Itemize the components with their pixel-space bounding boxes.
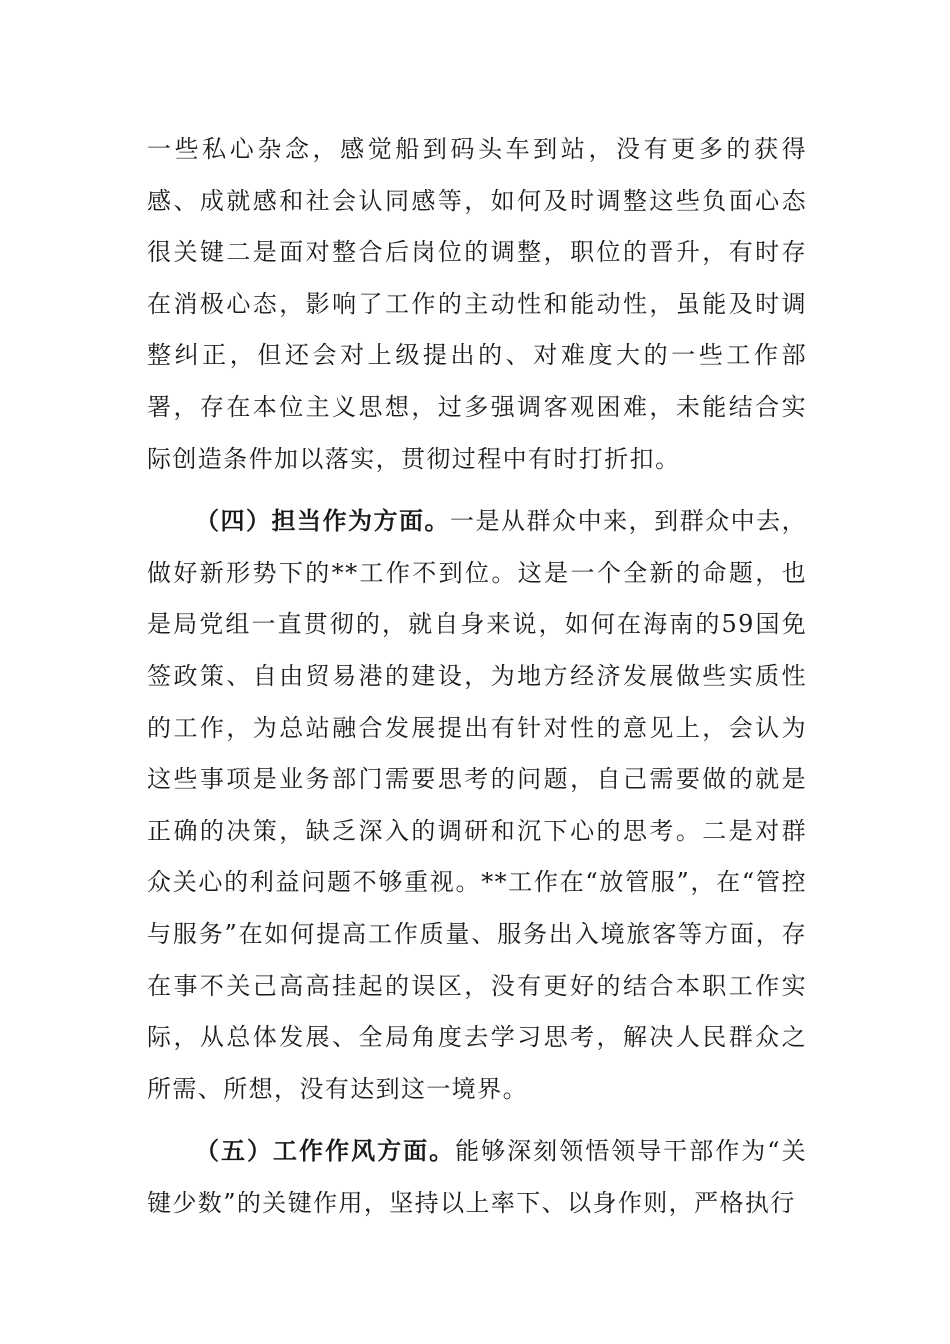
paragraph-text: 一些私心杂念，感觉船到码头车到站，没有更多的获得感、成就感和社会认同感等，如何及时调整这些负面心态很关键二是面对整合后岗位的调整，职位的晋升，有时存在消极心态，影响了工作的主动性和能动性，虽能及时调整纠正，但还会对上级提出的、对难度大的一些工作部署，存在本位主义思想，过多强调客观困难，未能结合实际创造条件加以落实，贯彻过程中有时打折扣。 xyxy=(147,135,807,473)
paragraph-text: 一是从群众中来，到群众中去，做好新形势下的**工作不到位。这是一个全新的命题，也是局党组一直贯彻的，就自身来说，如何在海南的59国免签政策、自由贸易港的建设，为地方经济发展做些实质性的工作，为总站融合发展提出有针对性的意见上，会认为这些事项是业务部门需要思考的问题，自己需要做的就是正确的决策，缺乏深入的调研和沉下心的思考。二是对群众关心的利益问题不够重视。**工作在“放管服”，在“管控与服务”在如何提高工作质量、服务出入境旅客等方面，存在事不关己高高挂起的误区，没有更好的结合本职工作实际，从总体发展、全局角度去学习思考，解决人民群众之所需、所想，没有达到这一境界。 xyxy=(147,507,807,1103)
body-text xyxy=(147,124,807,1229)
paragraph-continuation xyxy=(147,124,807,485)
paragraph-text: 能够深刻领悟领导干部作为“关键少数”的关键作用，坚持以上率下、以身作则，严格执行 xyxy=(147,1137,807,1217)
paragraph-section-5 xyxy=(147,1125,807,1229)
section-heading: （五）工作作风方面。 xyxy=(195,1136,456,1166)
paragraph-section-4 xyxy=(147,495,807,1115)
section-heading: （四）担当作为方面。 xyxy=(195,506,451,536)
